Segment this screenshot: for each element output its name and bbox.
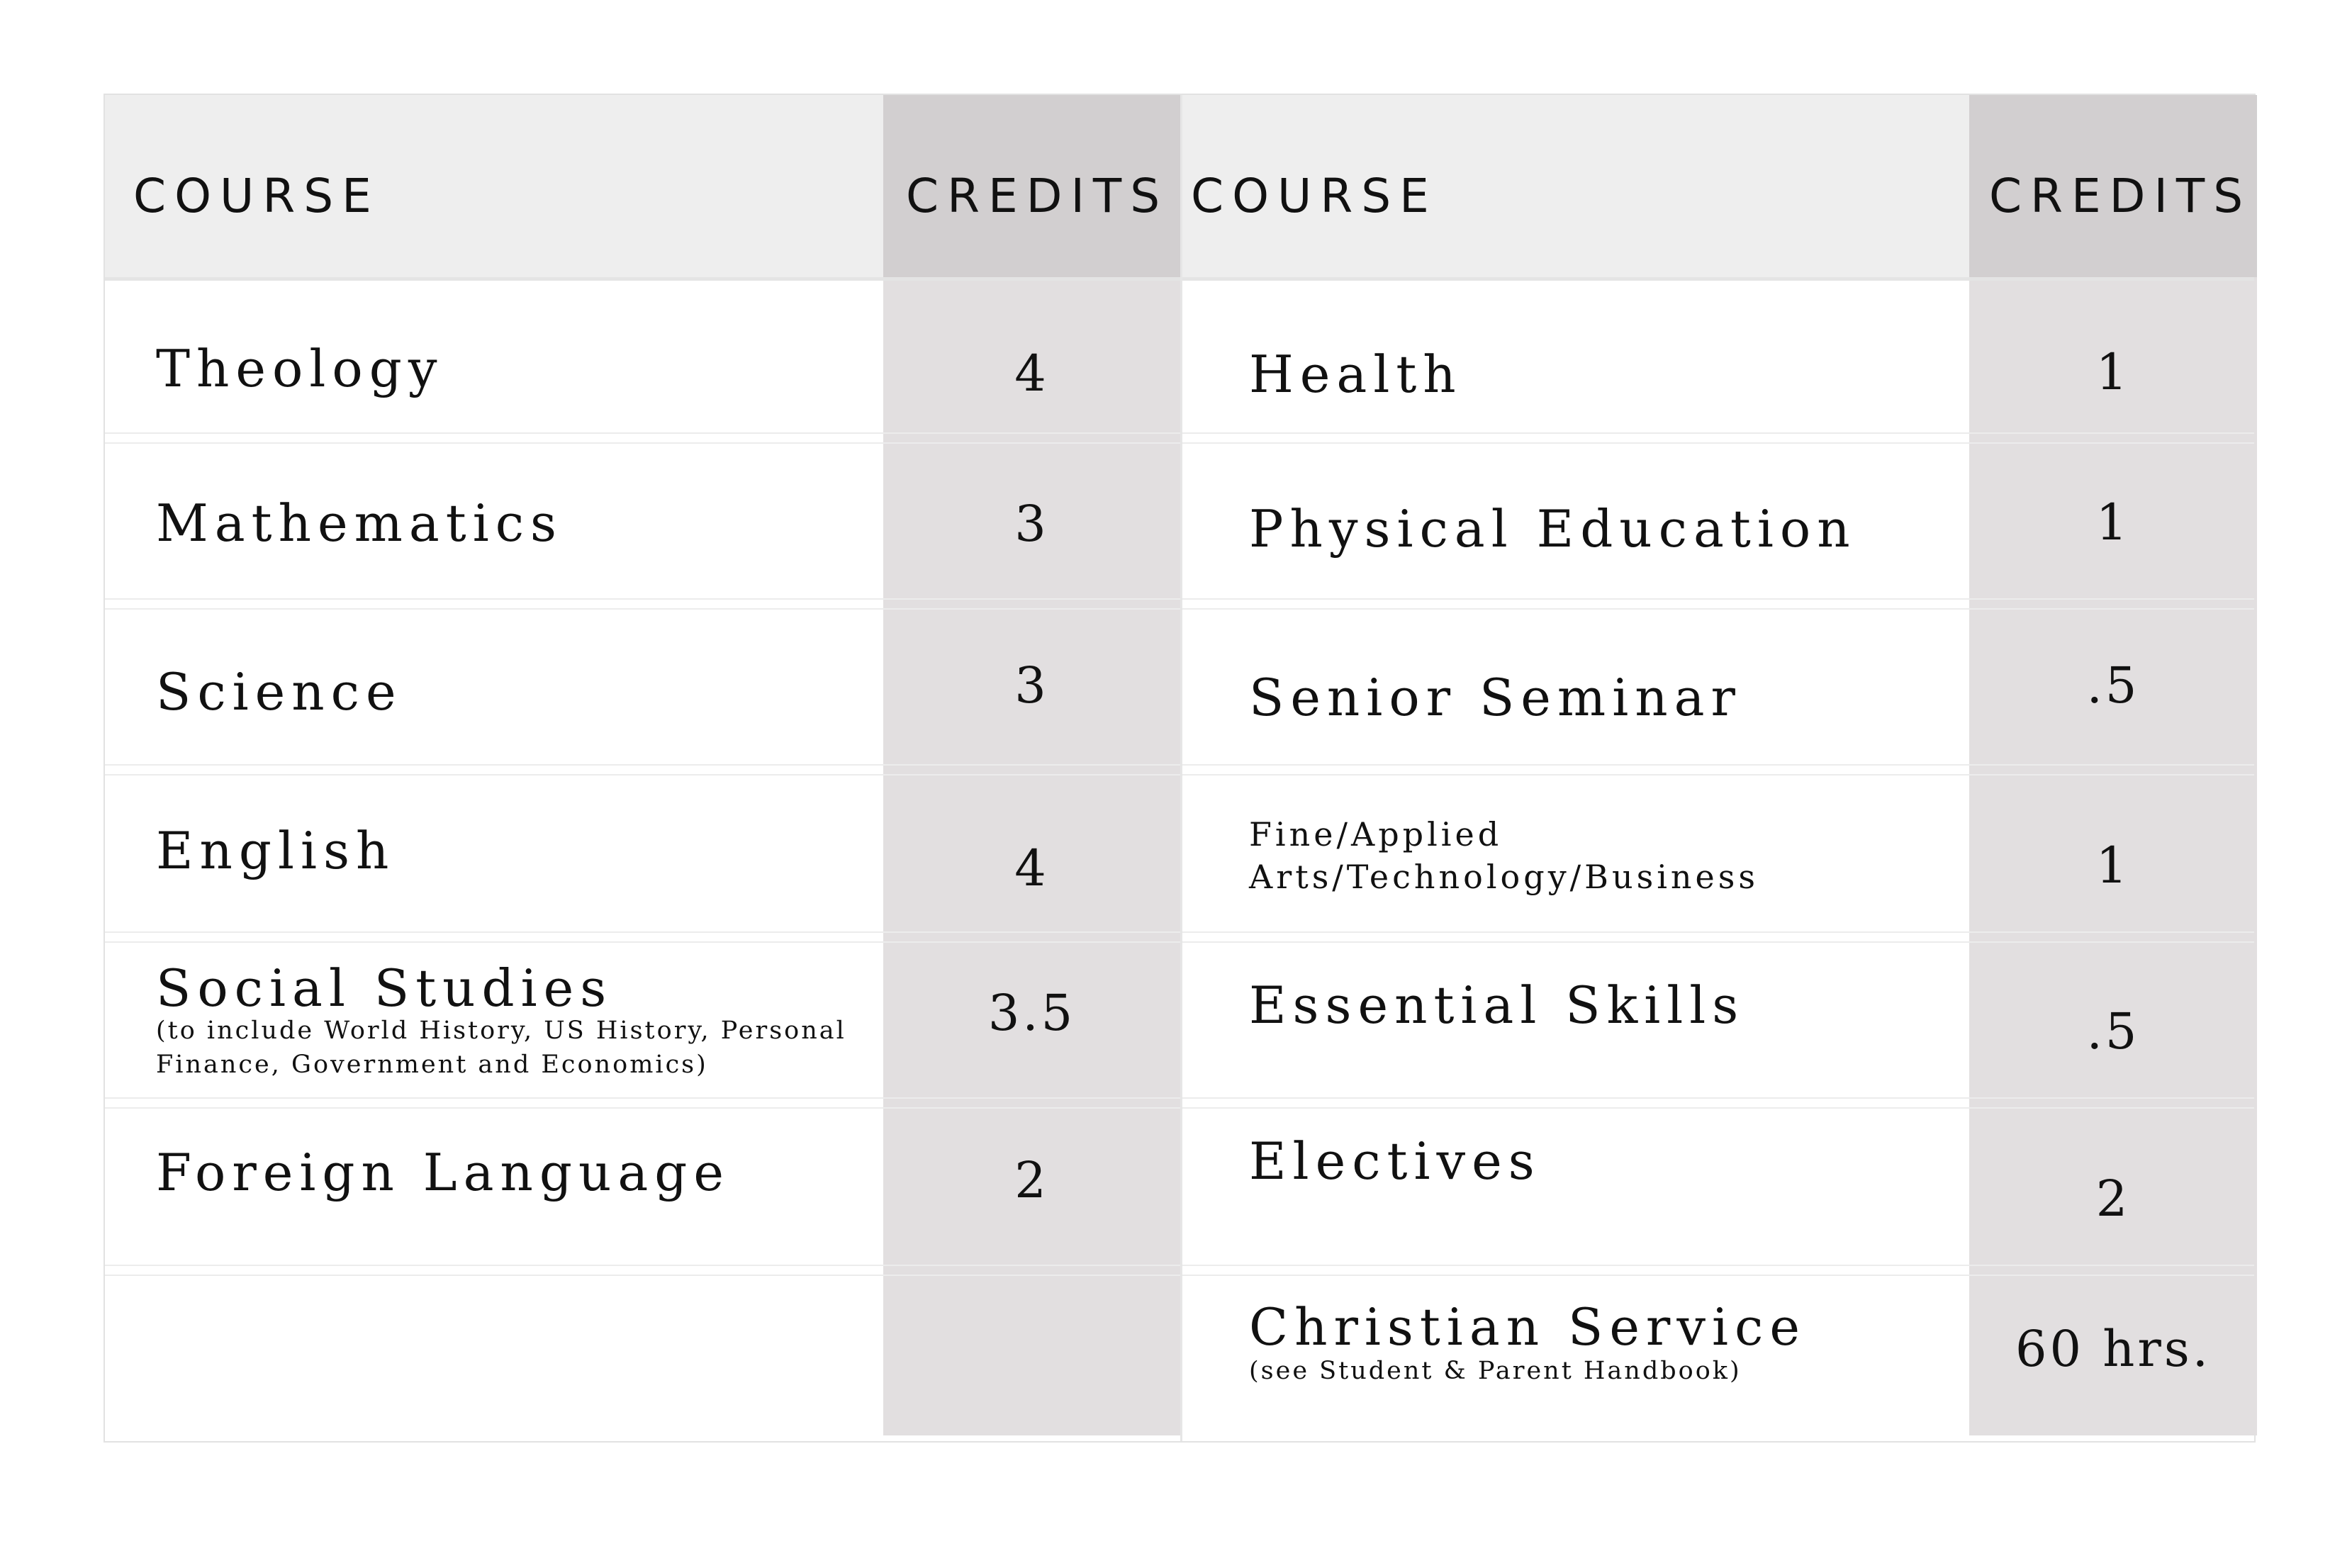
row-divider <box>105 931 1180 943</box>
credit-value: 1 <box>2095 343 2131 401</box>
table-row <box>105 281 1180 439</box>
row-divider <box>1182 931 2254 943</box>
course-name: Social Studies <box>156 958 613 1018</box>
table-row <box>105 432 1180 598</box>
course-column-header: COURSE <box>133 169 380 223</box>
credit-value: 3 <box>1014 495 1049 553</box>
course-note: (to include World History, US History, Personal Finance, Government and Economics) <box>156 1017 846 1080</box>
course-name: Mathematics <box>156 493 563 553</box>
course-name: Fine/Applied Arts/Technology/Business <box>1249 815 1759 896</box>
row-divider <box>105 598 1180 610</box>
table-row <box>1182 281 2254 439</box>
table-row <box>105 598 1180 764</box>
credits-column-header: CREDITS <box>906 169 1169 223</box>
credit-value: .5 <box>2086 656 2140 715</box>
course-column-header: COURSE <box>1191 169 1438 223</box>
credits-column-header: CREDITS <box>1989 169 2252 223</box>
course-note: (see Student & Parent Handbook) <box>1249 1357 1742 1385</box>
row-divider <box>1182 432 2254 444</box>
table-row <box>1182 598 2254 764</box>
left-column-group <box>105 95 1180 1441</box>
row-divider <box>1182 598 2254 610</box>
row-divider <box>1182 764 2254 775</box>
course-name: Health <box>1249 345 1462 404</box>
table-row <box>1182 764 2254 931</box>
table-row-empty <box>105 1265 1180 1435</box>
row-divider <box>1182 1265 2254 1276</box>
table-row <box>1182 1097 2254 1265</box>
credit-value: 60 hrs. <box>2015 1320 2212 1378</box>
credit-value: 3 <box>1014 656 1049 715</box>
table-row <box>1182 931 2254 1097</box>
credit-value: 1 <box>2095 836 2131 895</box>
table-header <box>1182 95 2254 281</box>
row-divider <box>105 432 1180 444</box>
credit-value: .5 <box>2086 1002 2140 1060</box>
credit-value: 4 <box>1014 839 1049 897</box>
table-header <box>105 95 1180 281</box>
credit-value: 4 <box>1014 345 1049 403</box>
credit-value: 2 <box>1014 1151 1049 1209</box>
course-name: Electives <box>1249 1131 1541 1191</box>
table-row <box>105 931 1180 1097</box>
course-name: English <box>156 821 396 880</box>
table-row <box>105 1097 1180 1265</box>
table-row <box>1182 432 2254 598</box>
course-name: Theology <box>156 339 444 398</box>
row-divider <box>1182 1097 2254 1109</box>
course-name: Essential Skills <box>1249 975 1745 1035</box>
row-divider <box>105 1265 1180 1276</box>
course-name: Senior Seminar <box>1249 668 1742 727</box>
course-name: Foreign Language <box>156 1143 730 1202</box>
table-row <box>105 764 1180 931</box>
credit-value: 3.5 <box>987 984 1076 1042</box>
credit-value: 1 <box>2095 493 2131 551</box>
course-name: Science <box>156 662 403 722</box>
course-name: Christian Service <box>1249 1297 1806 1357</box>
right-column-group <box>1180 95 2254 1441</box>
row-divider <box>105 1097 1180 1109</box>
graduation-requirements-table <box>103 94 2256 1443</box>
row-divider <box>105 764 1180 775</box>
table-row <box>1182 1265 2254 1435</box>
credit-value: 2 <box>2095 1170 2131 1228</box>
course-name: Physical Education <box>1249 499 1857 559</box>
